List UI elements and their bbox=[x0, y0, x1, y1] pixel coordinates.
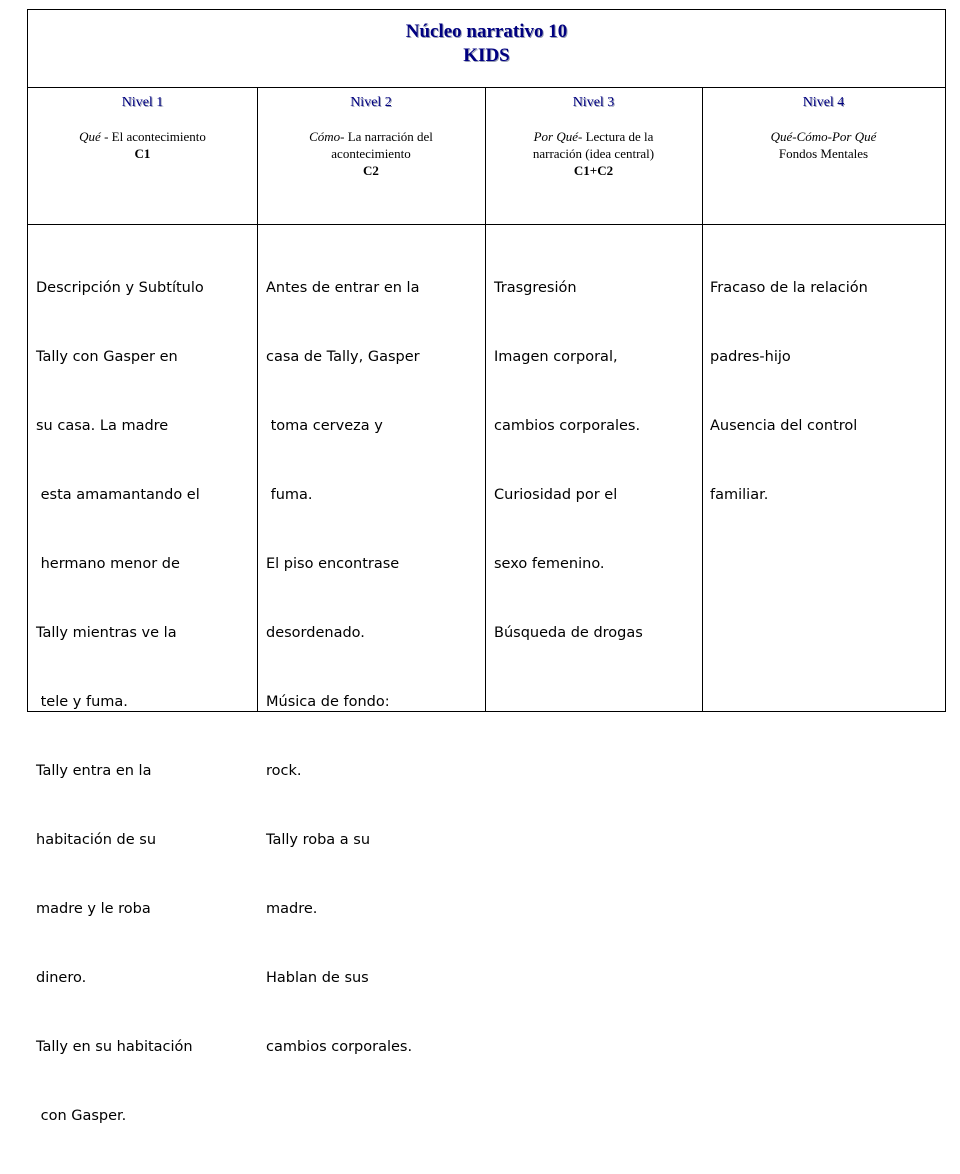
content-line: Búsqueda de drogas bbox=[494, 625, 643, 641]
level-4-question: Qué-Cómo-Por Qué bbox=[770, 129, 877, 144]
content-line: desordenado. bbox=[266, 625, 365, 641]
level-2-question: Cómo bbox=[309, 129, 341, 144]
level-1-content bbox=[36, 231, 204, 1174]
level-1-question: Qué bbox=[79, 129, 101, 144]
level-2-label: Nivel 2 bbox=[350, 95, 392, 110]
level-4-label: Nivel 4 bbox=[802, 95, 845, 110]
content-line: fuma. bbox=[266, 487, 313, 503]
content-line: cambios corporales. bbox=[494, 418, 641, 434]
level-2-description bbox=[257, 128, 485, 145]
level-2-header bbox=[257, 88, 485, 224]
level-3-content bbox=[494, 231, 643, 691]
level-3-code: C1+C2 bbox=[573, 163, 614, 178]
level-3-description bbox=[485, 128, 702, 145]
level-1-header bbox=[28, 88, 257, 224]
level-3-description-line2: narración (idea central) bbox=[532, 146, 655, 161]
content-line: madre. bbox=[266, 901, 318, 917]
content-line: Curiosidad por el bbox=[494, 487, 618, 503]
narrative-table bbox=[27, 9, 946, 1124]
title-nucleo: Núcleo narrativo 10 bbox=[405, 21, 568, 42]
content-line: con Gasper. bbox=[36, 1108, 127, 1124]
content-line: Tally roba a su bbox=[266, 832, 371, 848]
content-line: Ausencia del control bbox=[710, 418, 858, 434]
content-line: esta amamantando el bbox=[36, 487, 200, 503]
content-line: padres-hijo bbox=[710, 349, 791, 365]
content-line: Tally entra en la bbox=[36, 763, 152, 779]
content-line: El piso encontrase bbox=[266, 556, 400, 572]
content-line: hermano menor de bbox=[36, 556, 180, 572]
content-line: rock. bbox=[266, 763, 302, 779]
level-4-header bbox=[702, 88, 945, 224]
level-3-header bbox=[485, 88, 702, 224]
content-line: habitación de su bbox=[36, 832, 157, 848]
content-line: Tally en su habitación bbox=[36, 1039, 193, 1055]
level-4-description bbox=[702, 128, 945, 145]
title-kids: KIDS bbox=[463, 45, 510, 66]
content-line: Antes de entrar en la bbox=[266, 280, 420, 296]
level-4-description-line2: Fondos Mentales bbox=[778, 146, 869, 161]
level-1-description-text: - El acontecimiento bbox=[100, 129, 206, 144]
content-line: Hablan de sus bbox=[266, 970, 369, 986]
level-1-label: Nivel 1 bbox=[121, 95, 164, 110]
table-title bbox=[28, 10, 945, 88]
content-line: su casa. La madre bbox=[36, 418, 169, 434]
level-1-code: C1 bbox=[134, 146, 151, 161]
level-3-description-text: - Lectura de la bbox=[577, 129, 654, 144]
level-2-description-text: - La narración del bbox=[340, 129, 433, 144]
content-line: casa de Tally, Gasper bbox=[266, 349, 420, 365]
content-line: cambios corporales. bbox=[266, 1039, 413, 1055]
content-line: sexo femenino. bbox=[494, 556, 605, 572]
content-line: tele y fuma. bbox=[36, 694, 128, 710]
content-line: Fracaso de la relación bbox=[710, 280, 868, 296]
level-3-label: Nivel 3 bbox=[572, 95, 615, 110]
content-line: familiar. bbox=[710, 487, 769, 503]
level-4-content bbox=[710, 231, 868, 553]
content-line: Trasgresión bbox=[494, 280, 577, 296]
row-divider bbox=[28, 224, 945, 225]
content-line: Tally con Gasper en bbox=[36, 349, 178, 365]
content-line: madre y le roba bbox=[36, 901, 151, 917]
level-2-code: C2 bbox=[363, 163, 379, 178]
content-line: Tally mientras ve la bbox=[36, 625, 177, 641]
content-line: toma cerveza y bbox=[266, 418, 383, 434]
level-2-description-line2: acontecimiento bbox=[331, 146, 411, 161]
level-2-content bbox=[266, 231, 420, 1105]
content-line: Música de fondo: bbox=[266, 694, 390, 710]
content-line: dinero. bbox=[36, 970, 87, 986]
content-line: Descripción y Subtítulo bbox=[36, 280, 204, 296]
level-3-question: Por Qué bbox=[533, 129, 578, 144]
content-line: Imagen corporal, bbox=[494, 349, 618, 365]
level-1-description bbox=[28, 128, 257, 145]
